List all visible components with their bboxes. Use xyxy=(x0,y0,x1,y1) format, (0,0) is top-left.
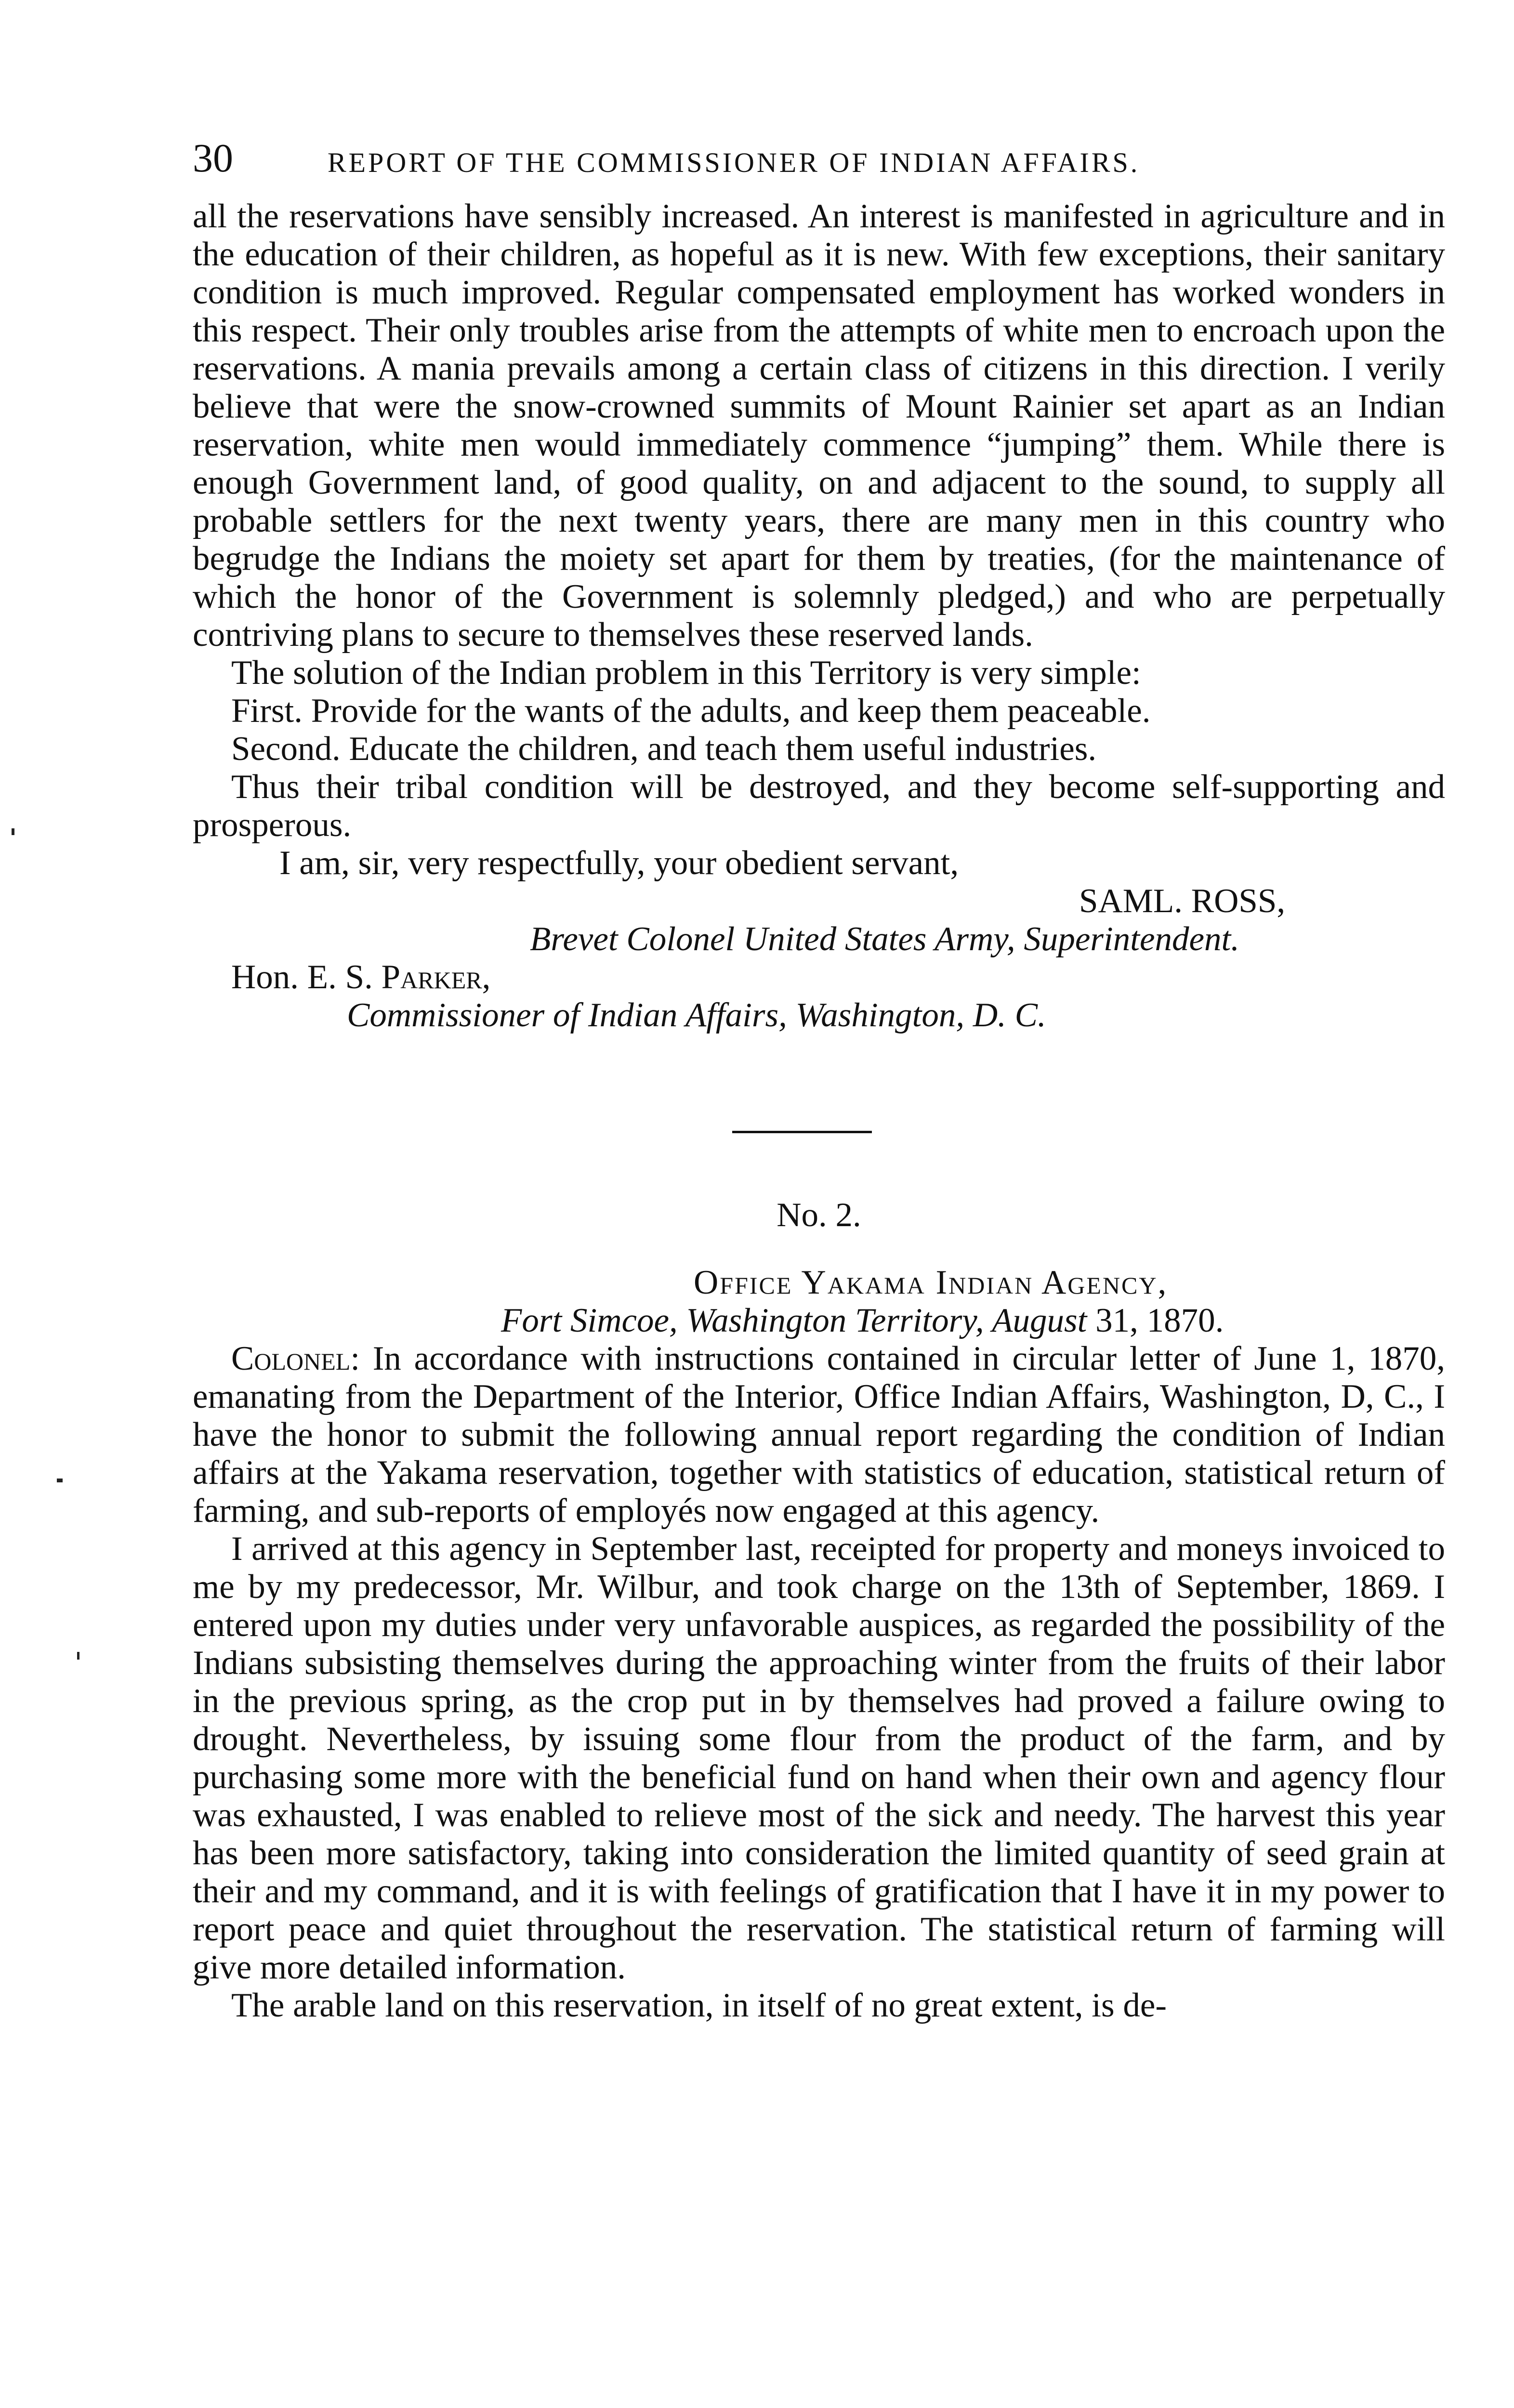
report-paragraph-1-text: : In accordance with instructions contained in circular letter of June 1, 1870, emanating from the Department of the Interior, Office Indian Affairs, Washington, D, C., I have the honor to submit the following annual report regarding the condition of Indian affairs at the Yakama reservation, together with statistics of education, statistical return of farming, and sub-reports of employés now engaged at this agency. xyxy=(193,1340,1445,1530)
salutation: Colonel xyxy=(231,1340,351,1377)
solution-paragraph: The solution of the Indian problem in this Territory is very simple: xyxy=(231,654,1141,692)
page-number: 30 xyxy=(193,136,233,181)
second-point: Second. Educate the children, and teach them useful industries. xyxy=(231,730,1097,768)
report-body xyxy=(193,1340,1445,2025)
addressee-title: Commissioner of Indian Affairs, Washington, D. C. xyxy=(347,996,1046,1034)
document-page xyxy=(193,116,1469,2025)
scan-speck xyxy=(57,1479,63,1482)
running-header xyxy=(193,116,1469,197)
document-number: No. 2. xyxy=(777,1196,861,1234)
signature-name: SAML. ROSS, xyxy=(1079,882,1286,920)
closing-block xyxy=(193,844,1445,1034)
addressee-surname: Parker, xyxy=(381,958,491,996)
report-paragraph-2: I arrived at this agency in September last, receipted for property and moneys invoiced to me by my predecessor, Mr. Wilbur, and took charge on the 13th of September, 1869. I entered upon my duties under very unfavorable auspices, as regarded the possibility of the Indians subsisting themselves during the approaching winter from the fruits of their labor in the previous spring, as the crop put in by themselves had proved a failure owing to drought. Nevertheless, by issuing some flour from the product of the farm, and by purchasing some more with the beneficial fund on hand when their own and agency flour was exhausted, I was enabled to relieve most of the sick and needy. The harvest this year has been more satisfactory, taking into consideration the limited quantity of seed grain at their and my command, and it is with feelings of gratification that I have it in my power to report peace and quiet throughout the reservation. The statistical return of farming will give more detailed information. xyxy=(193,1530,1445,1986)
scan-speck xyxy=(12,828,14,835)
closing-line: I am, sir, very respectfully, your obedient servant, xyxy=(279,844,959,882)
report-paragraph-1 xyxy=(193,1340,1445,1530)
office-location-place: Fort Simcoe, Washington Territory, August xyxy=(501,1302,1087,1339)
running-title: REPORT OF THE COMMISSIONER OF INDIAN AFFAIRS. xyxy=(328,147,1140,178)
signature-title: Brevet Colonel United States Army, Superintendent. xyxy=(530,920,1239,958)
office-heading: Office Yakama Indian Agency, xyxy=(694,1264,1168,1301)
report-paragraph-3: The arable land on this reservation, in itself of no great extent, is de- xyxy=(231,1987,1167,2024)
section-divider xyxy=(732,1131,872,1133)
conclusion-paragraph: Thus their tribal condition will be destroyed, and they become self-supporting and prosperous. xyxy=(193,768,1445,844)
letter-body xyxy=(193,197,1445,844)
scan-speck xyxy=(77,1652,79,1660)
continued-paragraph: all the reservations have sensibly increased. An interest is manifested in agriculture and in the education of their children, as hopeful as it is new. With few exceptions, their sanitary condition is much improved. Regular compensated employment has worked wonders in this respect. Their only troubles arise from the attempts of white men to encroach upon the reservations. A mania prevails among a certain class of citizens in this direction. I verily believe that were the snow-crowned summits of Mount Rainier set apart as an Indian reservation, white men would immediately commence “jumping” them. While there is enough Government land, of good quality, on and adjacent to the sound, to supply all probable settlers for the next twenty years, there are many men in this country who begrudge the Indians the moiety set apart for them by treaties, (for the maintenance of which the honor of the Government is solemnly pledged,) and who are perpetually contriving plans to secure to themselves these reserved lands. xyxy=(193,197,1445,654)
first-point: First. Provide for the wants of the adults, and keep them peaceable. xyxy=(231,692,1151,730)
addressee-name xyxy=(193,958,1445,996)
office-location xyxy=(193,1302,1469,1340)
addressee-prefix: Hon. E. S. xyxy=(231,958,382,996)
office-location-date: 31, 1870. xyxy=(1087,1302,1224,1339)
